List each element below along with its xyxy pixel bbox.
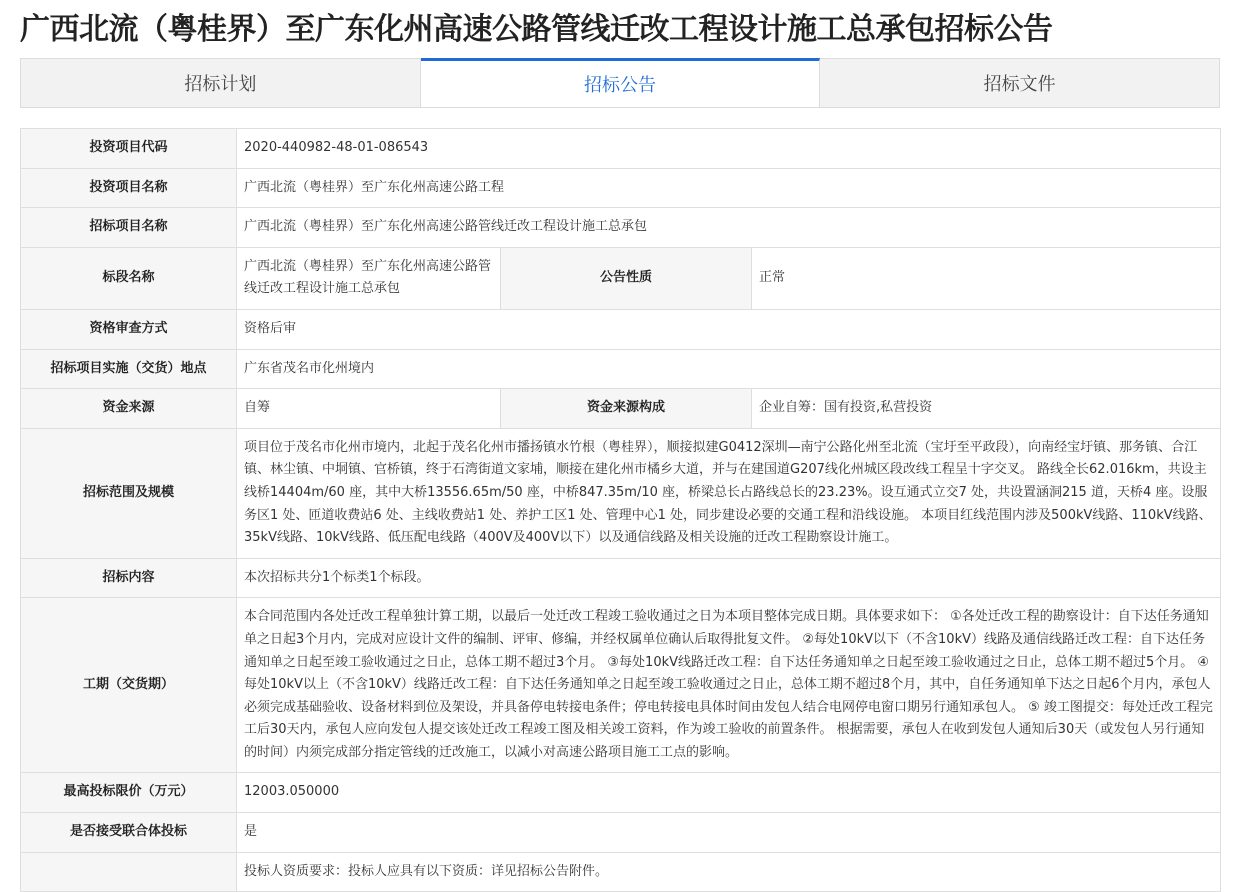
notice-info-table [20,128,1221,892]
joint-bid-label: 是否接受联合体投标 [21,813,237,853]
fund-source-value: 自筹 [237,389,501,429]
table-row [21,428,1221,558]
table-row [21,558,1221,598]
scope-value: 项目位于茂名市化州市境内，北起于茂名化州市播扬镇水竹根（粤桂界），顺接拟建G0412深圳—南宁公路化州至北流（宝圩至平政段），向南经宝圩镇、那务镇、合江镇、林尘镇、中垌镇、官桥镇，终于石湾街道文家埔，顺接在建化州市橘乡大道，并与在建国道G207线化州城区段改线工程呈十字交叉。 路线全长62.016km，共设主线桥14404m/60 座，其中大桥13556.65m/50 座，中桥847.35m/10 座，桥梁总长占路线总长的23.23%。设互通式立交7 处，共设置涵洞215 道，天桥4 座。设服务区1 处、匝道收费站6 处、主线收费站1 处、养护工区1 处、管理中心1 处，同步建设必要的交通工程和沿线设施。 本项目红线范围内涉及500kV线路、110kV线路、35kV线路、10kV线路、低压配电线路（400V及400V以下）以及通信线路及相关设施的迁改工程勘察设计施工。 [237,428,1221,558]
table-row [21,247,1221,309]
location-value: 广东省茂名市化州境内 [237,349,1221,389]
table-row [21,389,1221,429]
fund-composition-value: 企业自筹：国有投资,私营投资 [752,389,1221,429]
duration-label: 工期（交货期） [21,598,237,773]
fund-composition-label: 资金来源构成 [501,389,752,429]
table-row [21,168,1221,208]
duration-value: 本合同范围内各处迁改工程单独计算工期，以最后一处迁改工程竣工验收通过之日为本项目整体完成日期。具体要求如下： ①各处迁改工程的勘察设计：自下达任务通知单之日起3个月内，完成对应设计文件的编制、评审、修编，并经权属单位确认后取得批复文件。 ②每处10kV以下（不含10kV）线路及通信线路迁改工程：自下达任务通知单之日起至竣工验收通过之日止，总体工期不超过3个月。 ③每处10kV线路迁改工程：自下达任务通知单之日起至竣工验收通过之日止，总体工期不超过5个月。 ④每处10kV以上（不含10kV）线路迁改工程：自下达任务通知单之日起至竣工验收通过之日止，总体工期不超过8个月，其中，自任务通知单下达之日起6个月内，承包人必须完成基础验收、设备材料到位及架设，并具备停电转接电条件；停电转接电具体时间由发包人结合电网停电窗口期另行通知承包人。 ⑤ 竣工图提交：每处迁改工程完工后30天内，承包人应向发包人提交该处迁改工程竣工图及相关竣工资料，作为竣工验收的前置条件。 根据需要，承包人在收到发包人通知后30天（或发包人另行通知的时间）内须完成部分指定管线的迁改施工，以减小对高速公路项目施工工点的影响。 [237,598,1221,773]
project-name-value: 广西北流（粤桂界）至广东化州高速公路工程 [237,168,1221,208]
location-label: 招标项目实施（交货）地点 [21,349,237,389]
bidder-qualification-label [21,852,237,892]
table-row [21,813,1221,853]
page-title: 广西北流（粤桂界）至广东化州高速公路管线迁改工程设计施工总承包招标公告 [20,12,1053,47]
bidder-qualification-value: 投标人资质要求：投标人应具有以下资质：详见招标公告附件。 [237,852,1221,892]
table-row [21,852,1221,892]
table-row [21,598,1221,773]
tab-tender-notice[interactable]: 招标公告 [421,58,821,107]
tab-tender-plan[interactable]: 招标计划 [20,58,421,107]
table-row [21,129,1221,169]
section-name-value: 广西北流（粤桂界）至广东化州高速公路管线迁改工程设计施工总承包 [237,247,501,309]
table-row [21,773,1221,813]
project-code-label: 投资项目代码 [21,129,237,169]
max-price-value: 12003.050000 [237,773,1221,813]
scope-label: 招标范围及规模 [21,428,237,558]
notice-nature-value: 正常 [752,247,1221,309]
content-label: 招标内容 [21,558,237,598]
tab-bar [20,58,1220,108]
tender-project-name-label: 招标项目名称 [21,208,237,248]
qualification-review-value: 资格后审 [237,309,1221,349]
table-row [21,349,1221,389]
qualification-review-label: 资格审查方式 [21,309,237,349]
tender-project-name-value: 广西北流（粤桂界）至广东化州高速公路管线迁改工程设计施工总承包 [237,208,1221,248]
joint-bid-value: 是 [237,813,1221,853]
table-row [21,208,1221,248]
project-code-value: 2020-440982-48-01-086543 [237,129,1221,169]
content-value: 本次招标共分1个标类1个标段。 [237,558,1221,598]
fund-source-label: 资金来源 [21,389,237,429]
notice-nature-label: 公告性质 [501,247,752,309]
project-name-label: 投资项目名称 [21,168,237,208]
tab-tender-documents[interactable]: 招标文件 [820,58,1220,107]
max-price-label: 最高投标限价（万元） [21,773,237,813]
table-row [21,309,1221,349]
section-name-label: 标段名称 [21,247,237,309]
